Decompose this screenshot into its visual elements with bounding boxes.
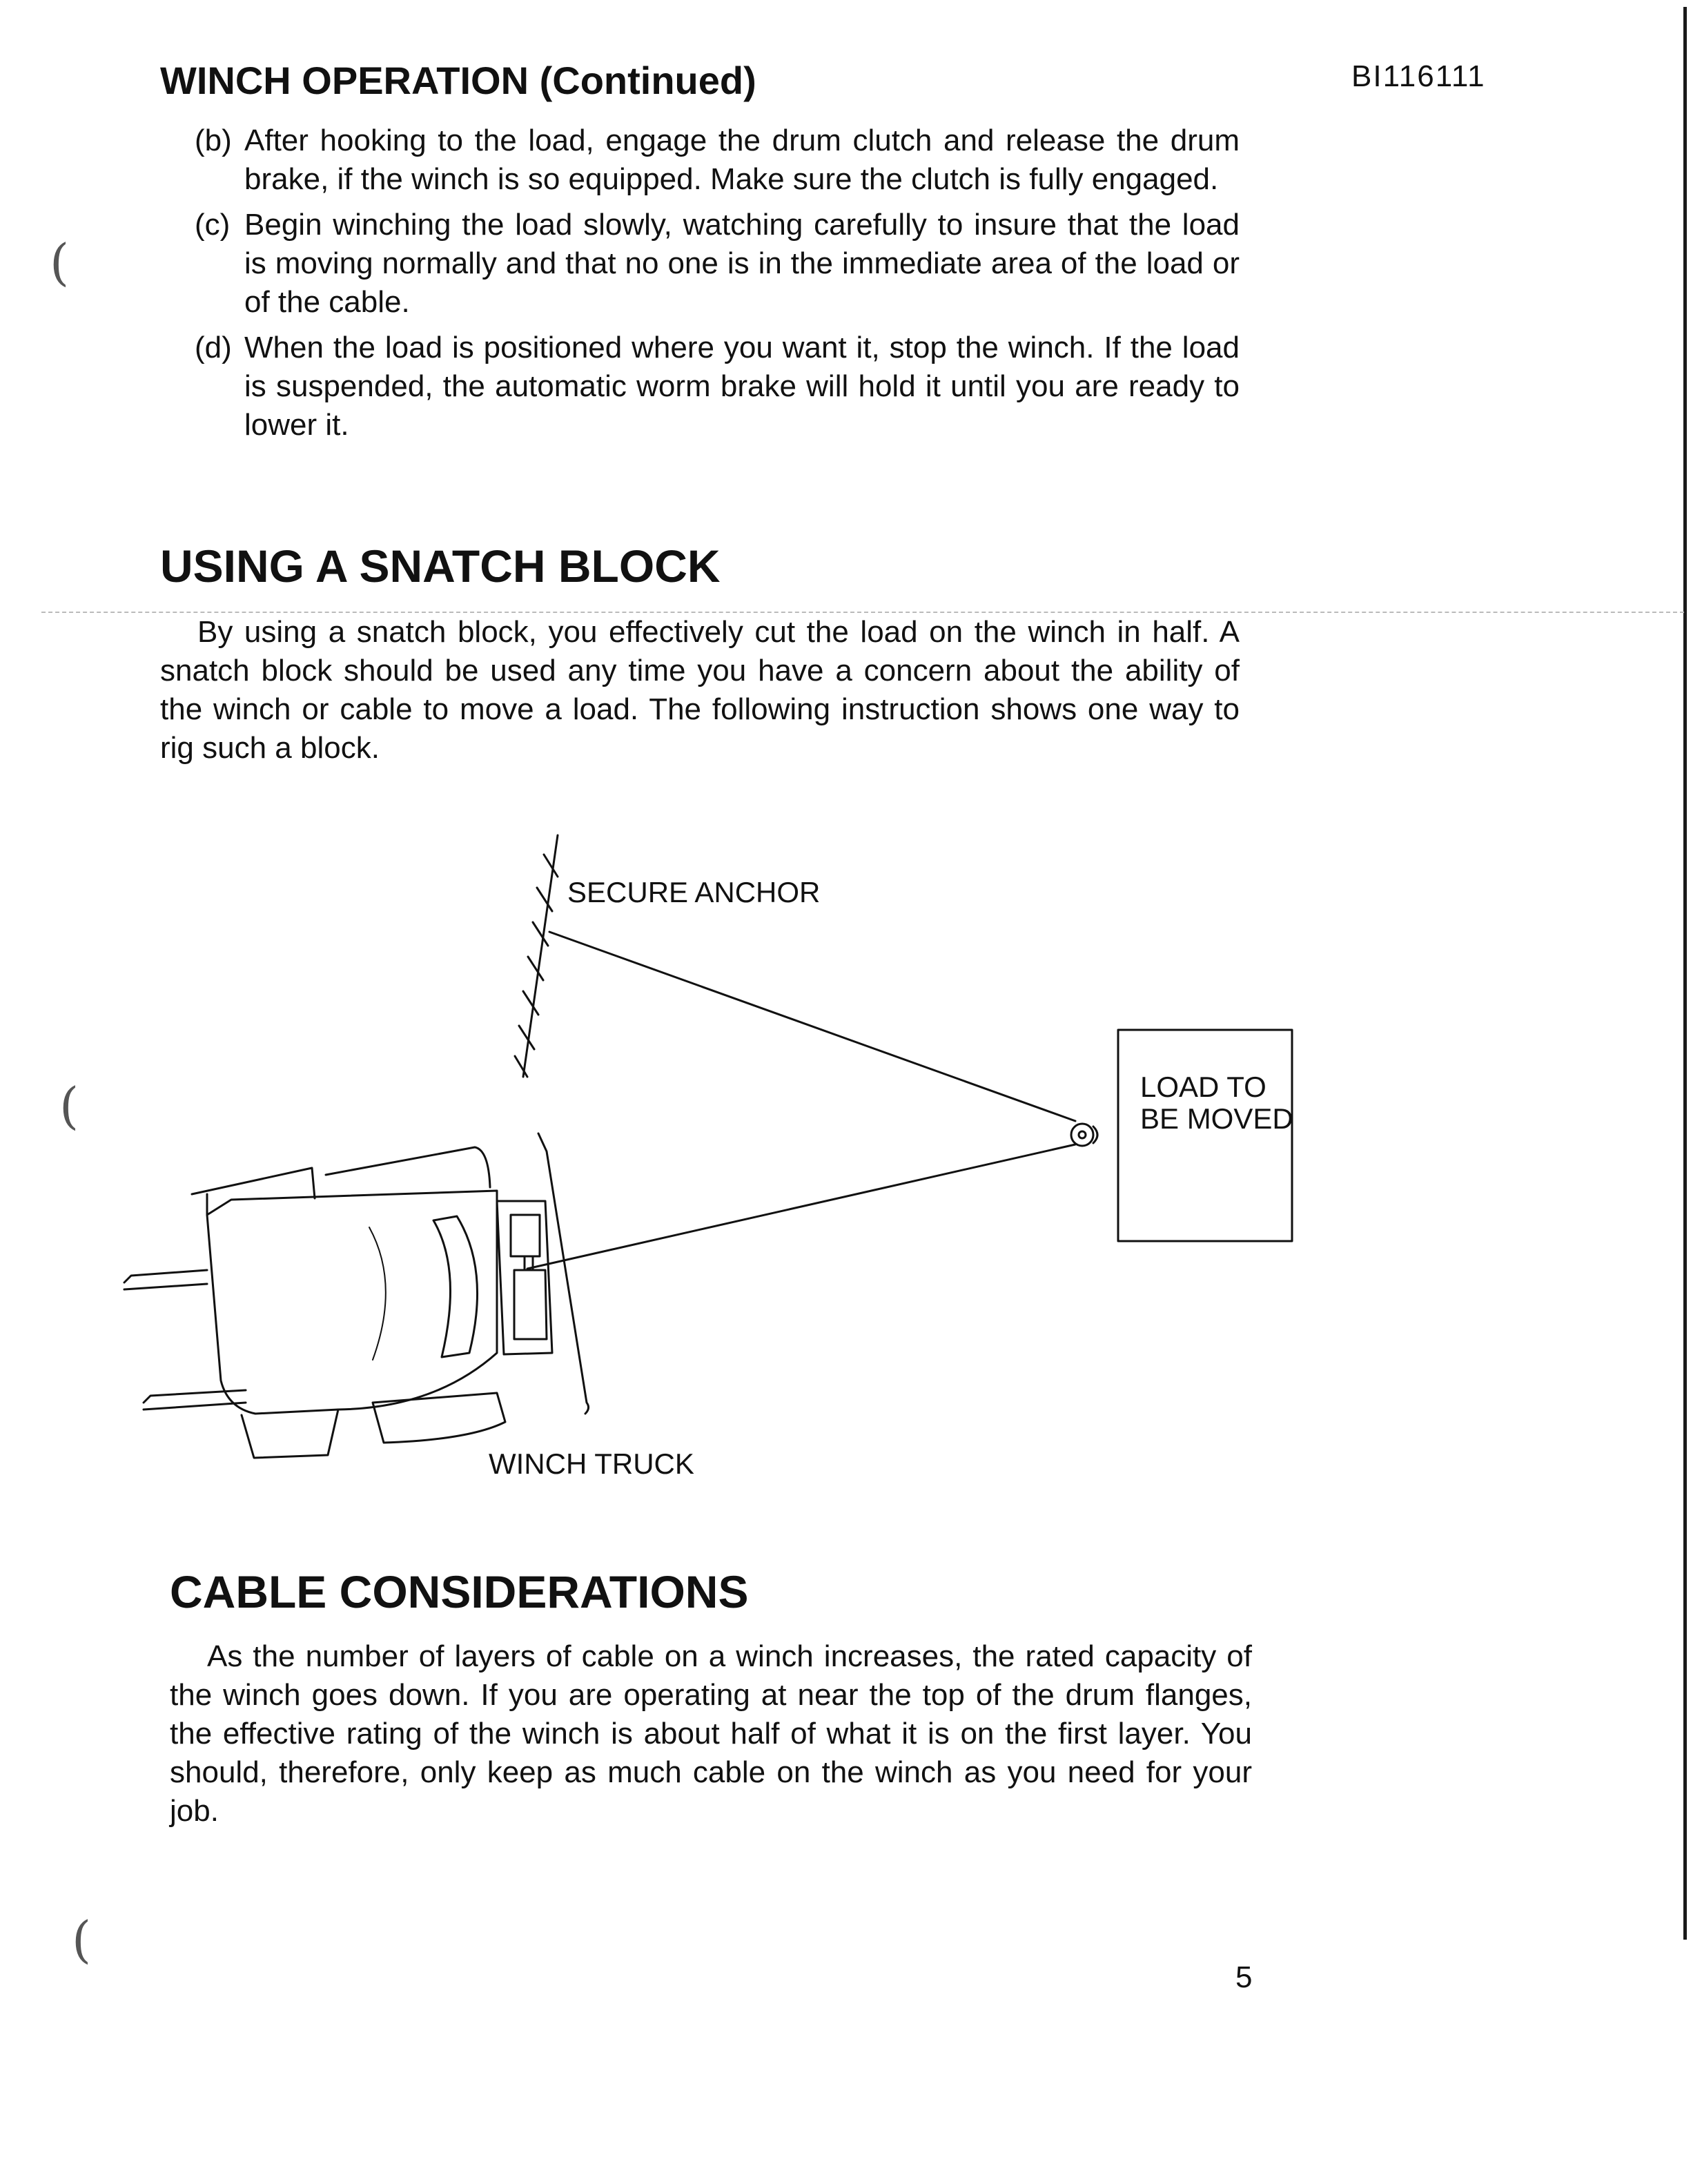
step-text: After hooking to the load, engage the drum clutch and release the drum brake, if the winch is so equipped. Make sure the clutch is fully engaged. (244, 124, 1240, 196)
scan-mark: ( (72, 1911, 92, 1969)
snatch-block-paragraph: By using a snatch block, you effectively cut the load on the winch in half. A snatch block should be used any time you have a concern about the ability of the winch or cable to move a load. The following instruction shows one way to rig such a block. (160, 615, 1240, 765)
step-letter: (c) (195, 208, 231, 242)
step-letter: (d) (195, 331, 232, 364)
section-title-snatch-block: USING A SNATCH BLOCK (160, 540, 721, 592)
scan-mark: ( (59, 1077, 79, 1135)
step-letter: (b) (195, 124, 232, 157)
step-text: When the load is positioned where you want it, stop the winch. If the load is suspended, the automatic worm brake will hold it until you are ready to lower it. (244, 331, 1240, 442)
step-item (195, 329, 1240, 445)
load-label: LOAD TO BE MOVED (1140, 1071, 1293, 1135)
winch-truck-icon (124, 1133, 589, 1458)
cable-anchor-to-block (549, 932, 1075, 1121)
section-title-winch-operation: WINCH OPERATION (Continued) (160, 59, 756, 102)
section-title-cable-considerations: CABLE CONSIDERATIONS (170, 1566, 749, 1617)
step-item (195, 121, 1240, 199)
step-text: Begin winching the load slowly, watching carefully to insure that the load is moving normally and that no one is in the immediate area of the load or of the cable. (244, 208, 1240, 319)
anchor-wall (515, 835, 558, 1077)
secure-anchor-label: SECURE ANCHOR (567, 876, 821, 908)
snatch-block-diagram (110, 815, 1325, 1505)
step-item (195, 206, 1240, 322)
winch-truck-label: WINCH TRUCK (489, 1447, 694, 1480)
page-edge (1683, 7, 1687, 1940)
snatch-block-icon (1071, 1124, 1097, 1146)
cable-considerations-paragraph: As the number of layers of cable on a winch increases, the rated capacity of the winch goes down. If you are operating at near the top of the drum flanges, the effective rating of the winch is about half of what it is on the first layer. You should, therefore, only keep as much cable on the winch as you need for your job. (170, 1639, 1252, 1828)
cable-block-to-truck (527, 1144, 1075, 1269)
document-id: BI116111 (1351, 59, 1486, 93)
step-list (195, 121, 1240, 451)
rigging-illustration (110, 815, 1325, 1505)
page-number: 5 (1235, 1960, 1253, 1994)
load-box (1118, 1030, 1292, 1241)
scan-mark: ( (50, 233, 70, 291)
